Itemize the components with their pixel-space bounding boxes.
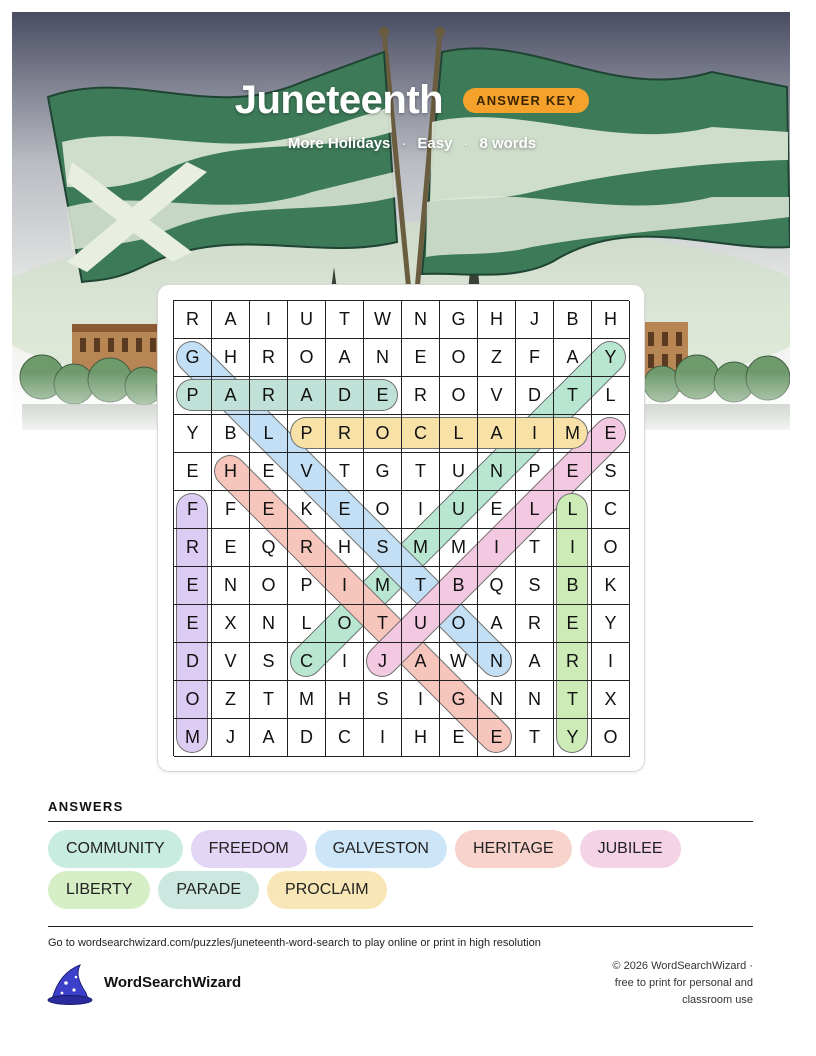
grid-cell[interactable]: S <box>250 643 288 681</box>
grid-cell[interactable]: M <box>288 681 326 719</box>
grid-cell[interactable]: A <box>478 415 516 453</box>
grid-cell[interactable]: Q <box>250 529 288 567</box>
grid-cell[interactable]: R <box>250 377 288 415</box>
grid-cell[interactable]: W <box>440 643 478 681</box>
grid-cell[interactable]: O <box>250 567 288 605</box>
grid-cell[interactable]: J <box>212 719 250 757</box>
grid-cell[interactable]: Y <box>592 339 630 377</box>
grid-cell[interactable]: N <box>478 643 516 681</box>
grid-cell[interactable]: R <box>174 301 212 339</box>
grid-cell[interactable]: G <box>440 681 478 719</box>
grid-cell[interactable]: H <box>212 339 250 377</box>
grid-cell[interactable]: U <box>288 301 326 339</box>
grid-cell[interactable]: Z <box>478 339 516 377</box>
grid-cell[interactable]: D <box>326 377 364 415</box>
grid-cell[interactable]: V <box>478 377 516 415</box>
grid-cell[interactable]: T <box>402 567 440 605</box>
grid-cell[interactable]: R <box>516 605 554 643</box>
grid-cell[interactable]: I <box>554 529 592 567</box>
grid-cell[interactable]: R <box>402 377 440 415</box>
grid-cell[interactable]: A <box>516 643 554 681</box>
grid-cell[interactable]: N <box>402 301 440 339</box>
grid-cell[interactable]: J <box>364 643 402 681</box>
wizard-hat-icon <box>46 963 94 1005</box>
grid-cell[interactable]: S <box>364 529 402 567</box>
grid-cell[interactable]: L <box>440 415 478 453</box>
divider <box>48 926 753 927</box>
grid-cell[interactable]: S <box>516 567 554 605</box>
difficulty-label: Easy <box>417 135 453 152</box>
grid-cell[interactable]: Q <box>478 567 516 605</box>
grid-cell[interactable]: I <box>592 643 630 681</box>
grid-cell[interactable]: V <box>288 453 326 491</box>
grid-cell[interactable]: E <box>250 453 288 491</box>
grid-cell[interactable]: R <box>250 339 288 377</box>
grid-cell[interactable]: C <box>402 415 440 453</box>
grid-cell[interactable]: I <box>402 681 440 719</box>
grid-cell[interactable]: C <box>592 491 630 529</box>
grid-cell[interactable]: N <box>250 605 288 643</box>
grid-cell[interactable]: O <box>364 491 402 529</box>
grid-cell[interactable]: E <box>250 491 288 529</box>
grid-cell[interactable]: U <box>440 453 478 491</box>
grid-cell[interactable]: D <box>516 377 554 415</box>
grid-cell[interactable]: N <box>478 681 516 719</box>
grid-cell[interactable]: Z <box>212 681 250 719</box>
grid-cell[interactable]: L <box>250 415 288 453</box>
grid-cell[interactable]: B <box>554 301 592 339</box>
grid-cell[interactable]: M <box>364 567 402 605</box>
grid-cell[interactable]: J <box>516 301 554 339</box>
grid-cell[interactable]: R <box>288 529 326 567</box>
answer-chip-freedom: FREEDOM <box>191 830 307 868</box>
grid-cell[interactable]: D <box>174 643 212 681</box>
grid-cell[interactable]: R <box>326 415 364 453</box>
grid-cell[interactable]: E <box>554 605 592 643</box>
grid-cell[interactable]: E <box>364 377 402 415</box>
category-label: More Holidays <box>287 135 391 152</box>
grid-cell[interactable]: S <box>592 453 630 491</box>
grid-cell[interactable]: T <box>326 301 364 339</box>
grid-cell[interactable]: O <box>440 339 478 377</box>
grid-cell[interactable]: O <box>364 415 402 453</box>
grid-cell[interactable]: H <box>326 681 364 719</box>
grid-cell[interactable]: G <box>174 339 212 377</box>
copyright-notice <box>583 958 753 1009</box>
grid-cell[interactable]: A <box>326 339 364 377</box>
divider <box>48 821 753 822</box>
grid-cell[interactable]: U <box>402 605 440 643</box>
answer-chip-proclaim: PROCLAIM <box>267 871 387 909</box>
grid-cell[interactable]: M <box>174 719 212 757</box>
grid-cell[interactable]: E <box>174 605 212 643</box>
puzzle-grid-wrap <box>173 300 629 756</box>
grid-cell[interactable]: A <box>288 377 326 415</box>
grid-cell[interactable]: T <box>326 453 364 491</box>
grid-cell[interactable]: T <box>516 719 554 757</box>
answer-chip-heritage: HERITAGE <box>455 830 572 868</box>
grid-cell[interactable]: E <box>554 453 592 491</box>
grid-cell[interactable]: I <box>478 529 516 567</box>
letter-grid <box>173 300 629 756</box>
grid-cell[interactable]: N <box>212 567 250 605</box>
copyright-line: classroom use <box>682 994 753 1006</box>
separator: · <box>463 135 469 152</box>
grid-cell[interactable]: E <box>478 719 516 757</box>
grid-cell[interactable]: I <box>364 719 402 757</box>
grid-cell[interactable]: F <box>516 339 554 377</box>
grid-cell[interactable]: I <box>516 415 554 453</box>
brand-name: WordSearchWizard <box>104 974 242 991</box>
grid-cell[interactable]: K <box>592 567 630 605</box>
grid-cell[interactable]: R <box>554 643 592 681</box>
grid-cell[interactable]: T <box>554 377 592 415</box>
grid-cell[interactable]: U <box>440 491 478 529</box>
answer-chip-liberty: LIBERTY <box>48 871 150 909</box>
grid-cell[interactable]: E <box>174 453 212 491</box>
grid-cell[interactable]: C <box>326 719 364 757</box>
grid-cell[interactable]: S <box>364 681 402 719</box>
grid-cell[interactable]: F <box>212 491 250 529</box>
puzzle-meta <box>12 135 790 152</box>
grid-cell[interactable]: O <box>440 377 478 415</box>
grid-cell[interactable]: A <box>250 719 288 757</box>
copyright-line: © 2026 WordSearchWizard · <box>612 960 753 972</box>
grid-cell[interactable]: M <box>440 529 478 567</box>
grid-cell[interactable]: L <box>554 491 592 529</box>
grid-cell[interactable]: E <box>478 491 516 529</box>
grid-cell[interactable]: L <box>288 605 326 643</box>
grid-cell[interactable]: P <box>174 377 212 415</box>
grid-cell[interactable]: X <box>592 681 630 719</box>
grid-cell[interactable]: P <box>516 453 554 491</box>
grid-cell[interactable]: N <box>364 339 402 377</box>
grid-cell[interactable]: T <box>250 681 288 719</box>
answer-chip-jubilee: JUBILEE <box>580 830 681 868</box>
grid-cell[interactable]: T <box>364 605 402 643</box>
grid-cell[interactable]: X <box>212 605 250 643</box>
play-online-link[interactable]: Go to wordsearchwizard.com/puzzles/juneteenth-word-search to play online or print in high resolution <box>48 937 541 949</box>
grid-cell[interactable]: N <box>516 681 554 719</box>
separator: · <box>401 135 407 152</box>
grid-cell[interactable]: K <box>288 491 326 529</box>
grid-cell[interactable]: H <box>326 529 364 567</box>
grid-cell[interactable]: C <box>288 643 326 681</box>
grid-cell[interactable]: E <box>592 415 630 453</box>
grid-cell[interactable]: B <box>554 567 592 605</box>
grid-cell[interactable]: E <box>212 529 250 567</box>
grid-cell[interactable]: W <box>364 301 402 339</box>
answer-chip-parade: PARADE <box>158 871 259 909</box>
grid-cell[interactable]: A <box>212 301 250 339</box>
grid-cell[interactable]: P <box>288 567 326 605</box>
grid-cell[interactable]: O <box>326 605 364 643</box>
answers-heading: ANSWERS <box>48 799 124 814</box>
answer-chip-galveston: GALVESTON <box>315 830 447 868</box>
answer-chip-community: COMMUNITY <box>48 830 183 868</box>
grid-cell[interactable]: T <box>554 681 592 719</box>
grid-cell[interactable]: I <box>326 567 364 605</box>
grid-cell[interactable]: I <box>402 491 440 529</box>
grid-cell[interactable]: F <box>174 491 212 529</box>
grid-cell[interactable]: B <box>440 567 478 605</box>
grid-cell[interactable]: V <box>212 643 250 681</box>
grid-cell[interactable]: I <box>326 643 364 681</box>
grid-cell[interactable]: G <box>440 301 478 339</box>
grid-cell[interactable]: D <box>288 719 326 757</box>
grid-cell[interactable]: O <box>592 719 630 757</box>
grid-cell[interactable]: A <box>554 339 592 377</box>
grid-cell[interactable]: B <box>212 415 250 453</box>
grid-cell[interactable]: Y <box>174 415 212 453</box>
grid-cell[interactable]: H <box>212 453 250 491</box>
grid-cell[interactable]: M <box>554 415 592 453</box>
grid-cell[interactable]: E <box>402 339 440 377</box>
grid-cell[interactable]: E <box>326 491 364 529</box>
puzzle-card <box>157 284 645 772</box>
grid-cell[interactable]: N <box>478 453 516 491</box>
word-count-label: 8 words <box>479 135 537 152</box>
grid-cell[interactable]: E <box>440 719 478 757</box>
grid-cell[interactable]: H <box>592 301 630 339</box>
grid-cell[interactable]: L <box>592 377 630 415</box>
grid-cell[interactable]: O <box>440 605 478 643</box>
grid-cell[interactable]: I <box>250 301 288 339</box>
grid-cell[interactable]: M <box>402 529 440 567</box>
grid-cell[interactable]: A <box>212 377 250 415</box>
grid-cell[interactable]: H <box>478 301 516 339</box>
grid-cell[interactable]: Y <box>554 719 592 757</box>
grid-cell[interactable]: A <box>402 643 440 681</box>
page-title: Juneteenth <box>234 78 444 122</box>
answer-key-badge: ANSWER KEY <box>463 88 589 113</box>
grid-cell[interactable]: O <box>174 681 212 719</box>
grid-cell[interactable]: H <box>402 719 440 757</box>
grid-cell[interactable]: G <box>364 453 402 491</box>
grid-cell[interactable]: T <box>516 529 554 567</box>
grid-cell[interactable]: T <box>402 453 440 491</box>
grid-cell[interactable]: O <box>592 529 630 567</box>
grid-cell[interactable]: L <box>516 491 554 529</box>
answer-chips <box>48 830 753 912</box>
grid-cell[interactable]: R <box>174 529 212 567</box>
grid-cell[interactable]: A <box>478 605 516 643</box>
grid-cell[interactable]: P <box>288 415 326 453</box>
copyright-line: free to print for personal and <box>614 977 753 989</box>
grid-cell[interactable]: E <box>174 567 212 605</box>
grid-cell[interactable]: Y <box>592 605 630 643</box>
grid-cell[interactable]: O <box>288 339 326 377</box>
